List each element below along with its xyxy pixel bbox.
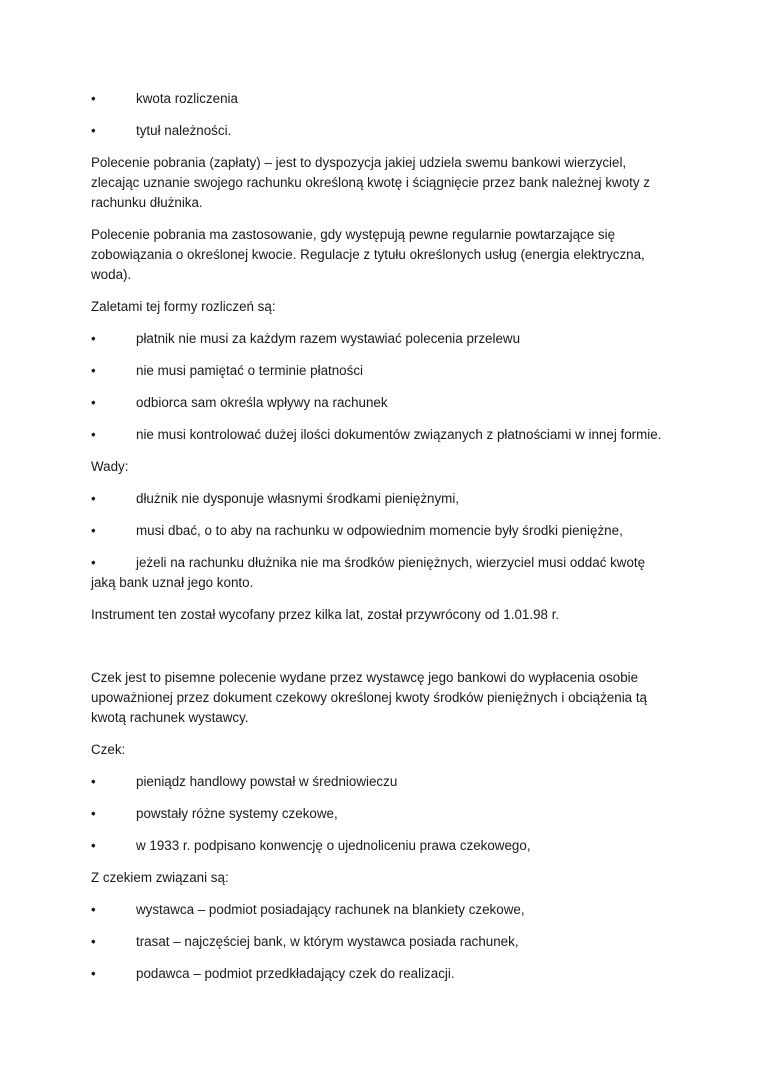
cheque-heading: Czek: [91, 742, 126, 757]
list-item [91, 553, 671, 593]
bullet: • [91, 555, 96, 570]
bullet: • [91, 523, 96, 538]
bullet: • [91, 966, 96, 981]
bullet: • [91, 363, 96, 378]
list-item-text: dłużnik nie dysponuje własnymi środkami pieniężnymi, [136, 491, 460, 506]
bullet: • [91, 91, 96, 106]
list-item [91, 425, 671, 445]
list-item [91, 121, 671, 141]
paragraph-direct-debit-usage: Polecenie pobrania ma zastosowanie, gdy występują pewne regularnie powtarzające się zobowiązania o określonej kwocie. Regulacje z tytułu określonych usług (energia elektryczna, woda). [91, 227, 645, 282]
document-body [91, 89, 671, 996]
list-item [91, 489, 671, 509]
bullet: • [91, 902, 96, 917]
list-item-text: pieniądz handlowy powstał w średniowieczu [136, 774, 398, 789]
bullet: • [91, 491, 96, 506]
bullet: • [91, 427, 96, 442]
bullet: • [91, 331, 96, 346]
list-item-text: powstały różne systemy czekowe, [136, 806, 338, 821]
list-item [91, 772, 671, 792]
list-item [91, 329, 671, 349]
list-item [91, 361, 671, 381]
disadvantages-heading: Wady: [91, 459, 129, 474]
parties-heading: Z czekiem związani są: [91, 870, 229, 885]
section-spacer [91, 637, 671, 668]
advantages-heading: Zaletami tej formy rozliczeń są: [91, 299, 276, 314]
paragraph-instrument-note: Instrument ten został wycofany przez kilka lat, został przywrócony od 1.01.98 r. [91, 607, 560, 622]
list-item-text: nie musi pamiętać o terminie płatności [136, 363, 364, 378]
list-item [91, 900, 671, 920]
list-item-text: w 1933 r. podpisano konwencję o ujednoliceniu prawa czekowego, [136, 838, 531, 853]
bullet: • [91, 838, 96, 853]
list-item-text: nie musi kontrolować dużej ilości dokumentów związanych z płatnościami w innej formie. [136, 427, 662, 442]
list-item-text: odbiorca sam określa wpływy na rachunek [136, 395, 388, 410]
list-item-text: płatnik nie musi za każdym razem wystawiać polecenia przelewu [136, 331, 521, 346]
list-item-text: trasat – najczęściej bank, w którym wystawca posiada rachunek, [136, 934, 519, 949]
list-item [91, 393, 671, 413]
list-item [91, 521, 671, 541]
list-item-text: podawca – podmiot przedkładający czek do realizacji. [136, 966, 455, 981]
list-item [91, 804, 671, 824]
paragraph-direct-debit-definition: Polecenie pobrania (zapłaty) – jest to dyspozycja jakiej udziela swemu bankowi wierzyciel, zlecając uznanie swojego rachunku określoną kwotę i ściągnięcie przez bank należnej kwoty z rachunku dłużnika. [91, 155, 650, 210]
list-item-text: kwota rozliczenia [136, 91, 238, 106]
list-item-text: jeżeli na rachunku dłużnika nie ma środków pieniężnych, wierzyciel musi oddać kwotę jaką bank uznał jego konto. [91, 555, 646, 590]
list-item-text: tytuł należności. [136, 123, 232, 138]
bullet: • [91, 774, 96, 789]
paragraph-cheque-definition: Czek jest to pisemne polecenie wydane przez wystawcę jego bankowi do wypłacenia osobie upoważnionej przez dokument czekowy określonej kwoty środków pieniężnych i obciążenia tą kwotą rachunek wystawcy. [91, 670, 648, 725]
list-item-text: wystawca – podmiot posiadający rachunek na blankiety czekowe, [136, 902, 525, 917]
list-item [91, 964, 671, 984]
bullet: • [91, 934, 96, 949]
list-item [91, 932, 671, 952]
list-item [91, 836, 671, 856]
list-item [91, 89, 671, 109]
bullet: • [91, 123, 96, 138]
bullet: • [91, 395, 96, 410]
list-item-text: musi dbać, o to aby na rachunku w odpowiednim momencie były środki pieniężne, [136, 523, 623, 538]
bullet: • [91, 806, 96, 821]
